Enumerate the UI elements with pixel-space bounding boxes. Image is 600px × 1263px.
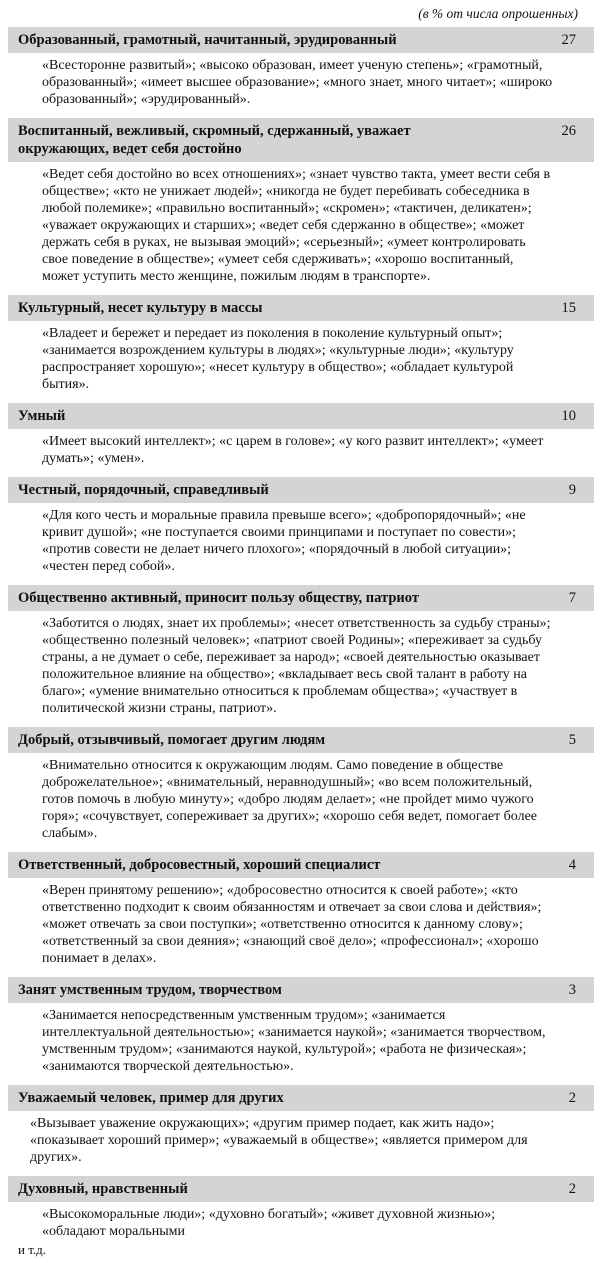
row-header [8,727,594,753]
row-header [8,1176,594,1202]
category-title: Уважаемый человек, пример для других [18,1090,284,1106]
table-row [8,1085,594,1170]
category-title: Культурный, несет культуру в массы [18,300,263,316]
category-title: Общественно активный, приносит пользу обществу, патриот [18,590,419,606]
row-header [8,977,594,1003]
quotes-text: «Заботится о людях, знает их проблемы»; «несет ответственность за судьбу страны»; «общественно полезный человек»; «патриот своей Родины»; «переживает за судьбу страны, а не думает о себе, переживает за народ»; «своей деятельностью оказывает положительное влияние на общество»; «вкладывает весь свой талант в работу на благо»; «умение внимательно относиться к проблемам общества»; «участвует в политической жизни страны, патриот». [42,616,551,716]
survey-table [8,27,594,1244]
row-header [8,118,594,162]
category-value: 2 [568,1181,576,1197]
quotes-text: «Для кого честь и моральные правила превыше всего»; «добропорядочный»; «не кривит душой»; «не поступается своими принципами и поступает по совести»; «против совести не делает ничего плохого»; «порядочный в любой ситуации»; «честен перед собой». [42,508,526,574]
table-row [8,727,594,846]
category-title: Занят умственным трудом, творчеством [18,982,282,998]
category-title: Воспитанный, вежливый, скромный, сдержанный, уважает окружающих, ведет себя достойно [18,123,411,157]
quotes-text: «Владеет и бережет и передает из поколения в поколение культурный опыт»; «занимается возрождением культуры в людях»; «культурные люди»; «культуру распространяет хорошую»; «несет культуру в общество»; «обладает культурой бытия». [42,326,514,392]
row-header [8,403,594,429]
row-header [8,477,594,503]
category-value: 3 [568,982,576,998]
quotes-text: «Верен принятому решению»; «добросовестно относится к своей работе»; «кто ответственно подходит к своим обязанностям и отвечает за свои слова и действия»; «может отвечать за свои поступки»; «ответственно относится к данному слову»; «ответственный за свои деяния»; «знающий своё дело»; «профессионал»; «хорошо понимает в делах». [42,883,542,966]
category-value: 15 [561,300,576,316]
category-title: Образованный, грамотный, начитанный, эрудированный [18,32,397,48]
category-value: 26 [561,123,576,139]
table-row [8,585,594,721]
row-header [8,852,594,878]
category-value: 10 [561,408,576,424]
units-note: (в % от числа опрошенных) [418,6,578,21]
quotes-text: «Всесторонне развитый»; «высоко образован, имеет ученую степень»; «грамотный, образованный»; «имеет высшее образование»; «много знает, много читает»; «широко образованный»; «эрудированный». [42,58,553,107]
category-value: 27 [561,32,576,48]
table-row [8,118,594,289]
category-title: Добрый, отзывчивый, помогает другим людям [18,732,326,748]
table-row [8,403,594,471]
table-row [8,295,594,397]
row-header [8,585,594,611]
table-row [8,977,594,1079]
table-row [8,27,594,112]
category-value: 4 [568,857,576,873]
row-header [8,27,594,53]
category-value: 9 [568,482,576,498]
category-title: Честный, порядочный, справедливый [18,482,269,498]
category-title: Духовный, нравственный [18,1181,188,1197]
category-value: 5 [568,732,576,748]
row-header [8,295,594,321]
category-title: Ответственный, добросовестный, хороший специалист [18,857,381,873]
category-value: 2 [568,1090,576,1106]
table-row [8,1176,594,1244]
category-value: 7 [568,590,576,606]
quotes-text: «Ведет себя достойно во всех отношениях»; «знает чувство такта, умеет вести себя в обществе»; «кто не унижает людей»; «никогда не будет перебивать собеседника в любой полемике»; «правильно воспитанный»; «скромен»; «тактичен, деликатен»; «уважает окружающих и старших»; «ведет себя сдержанно в обществе»; «может держать себя в руках, не вызывая эмоций»; «серьезный»; «умеет контролировать свое поведение в обществе»; «умеет себя сдерживать»; «хорошо воспитанный, может уступить место женщине, пожилым людям в транспорте». [42,167,551,284]
footer-etc: и т.д. [18,1242,47,1257]
quotes-text: «Занимается непосредственным умственным трудом»; «занимается интеллектуальной деятельностью»; «занимается наукой»; «занимается творчеством, умственным трудом»; «занимаются наукой, культурой»; «работа не физическая»; «занимаются творческой деятельностью». [42,1008,546,1074]
row-header [8,1085,594,1111]
quotes-text: «Вызывает уважение окружающих»; «другим пример подает, как жить надо»; «показывает хороший пример»; «уважаемый в обществе»; «является примером для других». [30,1116,528,1165]
table-row [8,477,594,579]
quotes-text: «Имеет высокий интеллект»; «с царем в голове»; «у кого развит интеллект»; «умеет думать»; «умен». [42,434,544,466]
quotes-text: «Высокоморальные люди»; «духовно богатый»; «живет духовной жизнью»; «обладают моральными [42,1207,496,1239]
table-row [8,852,594,971]
category-title: Умный [18,408,66,424]
quotes-text: «Внимательно относится к окружающим людям. Само поведение в обществе доброжелательное»; «внимательный, неравнодушный»; «во всем положительный, готов помочь в любую минуту»; «добро людям делает»; «не пройдет мимо чужого горя»; «сочувствует, сопереживает за других»; «хорошо себя ведет, помогает более слабым». [42,758,538,841]
